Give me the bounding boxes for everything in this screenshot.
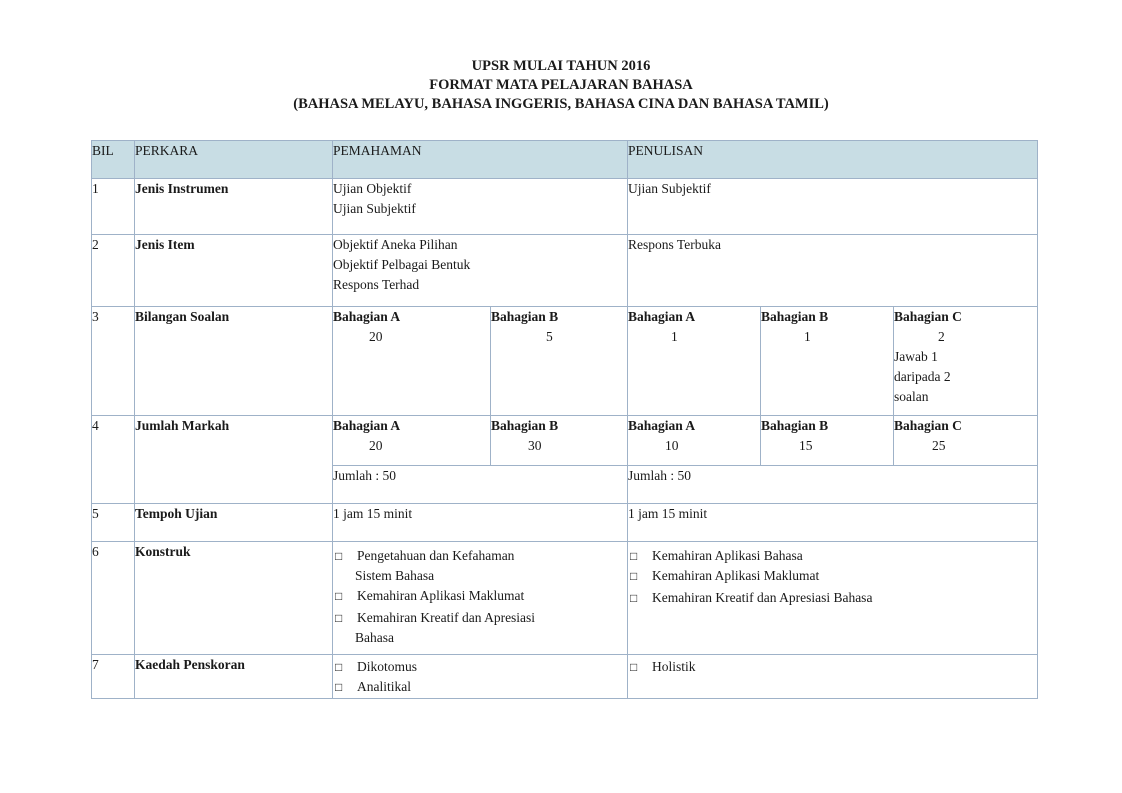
header-bil: BIL — [92, 141, 135, 179]
row-number: 4 — [92, 416, 135, 504]
table-row — [92, 416, 1038, 466]
row-label: Tempoh Ujian — [135, 504, 333, 542]
section-label: Bahagian C — [894, 418, 962, 433]
section-label: Bahagian A — [628, 309, 696, 324]
penulisan-b-cell — [761, 416, 894, 466]
pemahaman-a-cell — [333, 416, 491, 466]
penulisan-a-cell — [628, 307, 761, 416]
section-value: 2 — [938, 329, 945, 344]
section-note: Jawab 1 daripada 2 soalan — [894, 349, 951, 404]
checkbox-icon: □ — [630, 569, 638, 583]
section-value: 10 — [665, 438, 679, 453]
penulisan-c-cell — [894, 416, 1038, 466]
bullet-item: □ Dikotomus — [333, 657, 627, 677]
row-label: Jumlah Markah — [135, 416, 333, 504]
bullet-item: □ Kemahiran Kreatif dan Apresiasi — [333, 608, 627, 628]
checkbox-icon: □ — [335, 589, 343, 603]
table-row — [92, 235, 1038, 307]
pemahaman-cell — [333, 235, 628, 307]
penulisan-cell: Ujian Subjektif — [628, 179, 1038, 235]
checkbox-icon: □ — [630, 549, 638, 563]
row-number: 6 — [92, 542, 135, 655]
header-row — [92, 141, 1038, 179]
section-value: 20 — [369, 438, 383, 453]
row-label: Jenis Instrumen — [135, 179, 333, 235]
checkbox-icon: □ — [335, 680, 343, 694]
section-value: 30 — [528, 438, 542, 453]
cell-line: Respons Terhad — [333, 277, 420, 292]
bullet-continuation: Sistem Bahasa — [355, 568, 435, 583]
bullet-item: □ Kemahiran Kreatif dan Apresiasi Bahasa — [628, 588, 1037, 608]
checkbox-icon: □ — [630, 591, 638, 605]
bullet-item: □ Holistik — [628, 657, 1037, 677]
bullet-item: □ Pengetahuan dan Kefahaman — [333, 546, 627, 566]
penulisan-cell: Respons Terbuka — [628, 235, 1038, 307]
pemahaman-cell: 1 jam 15 minit — [333, 504, 628, 542]
section-label: Bahagian A — [628, 418, 696, 433]
title-line-1: UPSR MULAI TAHUN 2016 — [471, 58, 651, 74]
section-label: Bahagian A — [333, 418, 401, 433]
bullet-continuation: Bahasa — [355, 630, 394, 645]
penulisan-total: Jumlah : 50 — [628, 466, 1038, 504]
section-label: Bahagian B — [761, 309, 829, 324]
section-value: 1 — [671, 329, 678, 344]
title-line-3: (BAHASA MELAYU, BAHASA INGGERIS, BAHASA CINA DAN BAHASA TAMIL) — [293, 96, 829, 112]
title-line-2: FORMAT MATA PELAJARAN BAHASA — [429, 77, 693, 93]
penulisan-cell — [628, 655, 1038, 699]
pemahaman-b-cell — [491, 307, 628, 416]
row-label: Jenis Item — [135, 235, 333, 307]
pemahaman-cell — [333, 542, 628, 655]
pemahaman-total: Jumlah : 50 — [333, 466, 628, 504]
row-number: 5 — [92, 504, 135, 542]
bullet-item: □ Kemahiran Aplikasi Maklumat — [333, 586, 627, 606]
bullet-item: □ Analitikal — [333, 677, 627, 697]
table-row — [92, 504, 1038, 542]
cell-line: Ujian Subjektif — [333, 201, 416, 216]
checkbox-icon: □ — [335, 611, 343, 625]
table-row — [92, 542, 1038, 655]
row-number: 1 — [92, 179, 135, 235]
penulisan-b-cell — [761, 307, 894, 416]
header-perkara: PERKARA — [135, 141, 333, 179]
section-value: 25 — [932, 438, 946, 453]
section-label: Bahagian C — [894, 309, 962, 324]
pemahaman-cell — [333, 179, 628, 235]
bullet-item: □ Kemahiran Aplikasi Bahasa — [628, 546, 1037, 566]
table-row — [92, 655, 1038, 699]
row-label: Konstruk — [135, 542, 333, 655]
penulisan-cell: 1 jam 15 minit — [628, 504, 1038, 542]
row-number: 3 — [92, 307, 135, 416]
penulisan-cell — [628, 542, 1038, 655]
cell-line: Objektif Aneka Pilihan — [333, 237, 458, 252]
section-label: Bahagian B — [761, 418, 829, 433]
checkbox-icon: □ — [630, 660, 638, 674]
header-pemahaman: PEMAHAMAN — [333, 141, 628, 179]
pemahaman-a-cell — [333, 307, 491, 416]
checkbox-icon: □ — [335, 549, 343, 563]
pemahaman-b-cell — [491, 416, 628, 466]
document-title — [0, 57, 1122, 114]
table-row — [92, 179, 1038, 235]
section-label: Bahagian B — [491, 418, 559, 433]
header-penulisan: PENULISAN — [628, 141, 1038, 179]
section-value: 1 — [804, 329, 811, 344]
pemahaman-cell — [333, 655, 628, 699]
penulisan-a-cell — [628, 416, 761, 466]
bullet-item: □ Kemahiran Aplikasi Maklumat — [628, 566, 1037, 586]
cell-line: Objektif Pelbagai Bentuk — [333, 257, 471, 272]
row-label: Kaedah Penskoran — [135, 655, 333, 699]
cell-line: Ujian Objektif — [333, 181, 412, 196]
row-number: 7 — [92, 655, 135, 699]
section-value: 5 — [546, 329, 553, 344]
row-number: 2 — [92, 235, 135, 307]
format-table — [91, 140, 1038, 699]
section-value: 20 — [369, 329, 383, 344]
checkbox-icon: □ — [335, 660, 343, 674]
section-label: Bahagian A — [333, 309, 401, 324]
section-label: Bahagian B — [491, 309, 559, 324]
table-row — [92, 307, 1038, 416]
penulisan-c-cell — [894, 307, 1038, 416]
section-value: 15 — [799, 438, 813, 453]
row-label: Bilangan Soalan — [135, 307, 333, 416]
